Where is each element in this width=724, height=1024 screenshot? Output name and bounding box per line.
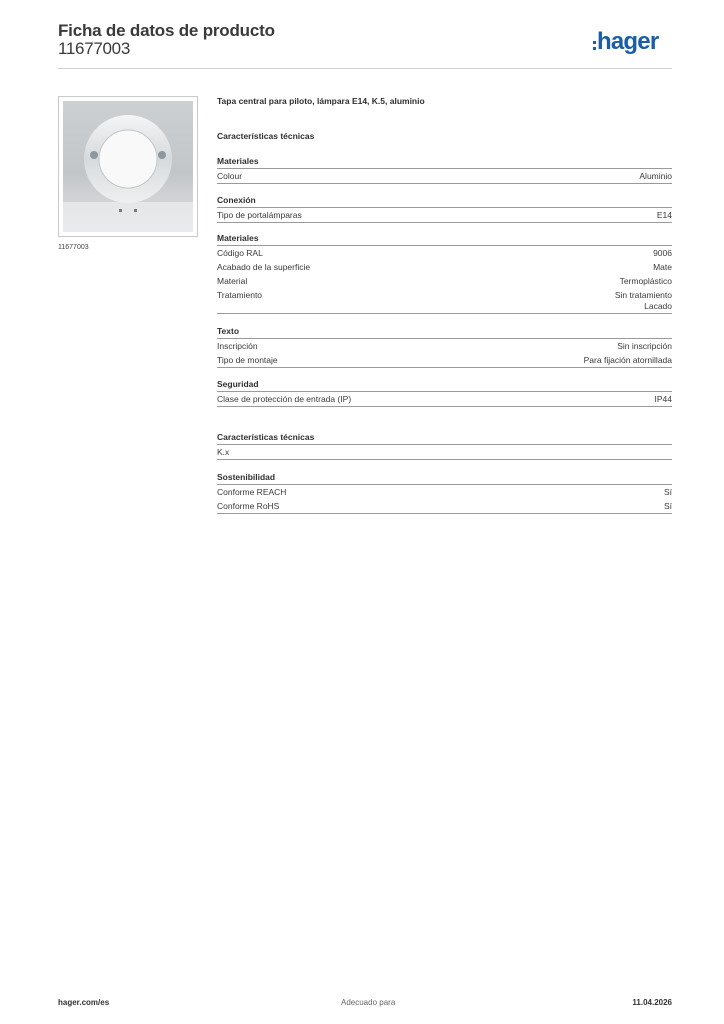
section-seguridad xyxy=(217,379,672,407)
product-description: Tapa central para piloto, lámpara E14, K.5, aluminio xyxy=(217,96,425,106)
section-title: Características técnicas xyxy=(217,432,672,445)
product-image xyxy=(58,96,198,237)
spec-value: E14 xyxy=(656,210,672,220)
section-title: Materiales xyxy=(217,233,672,246)
section-materiales xyxy=(217,156,672,184)
spec-row xyxy=(217,246,672,260)
section-title: Sostenibilidad xyxy=(217,472,672,485)
spec-label: Material xyxy=(217,276,248,286)
spec-value: 9006 xyxy=(653,248,672,258)
header-divider xyxy=(58,68,672,69)
spec-value: Aluminio xyxy=(639,171,672,181)
spec-label: Conforme REACH xyxy=(217,487,287,497)
footer-website-link[interactable]: hager.com/es xyxy=(58,998,110,1007)
spec-row xyxy=(217,260,672,274)
spec-value: Sin inscripción xyxy=(617,341,672,351)
section-title: Conexión xyxy=(217,195,672,208)
spec-value: Para fijación atornillada xyxy=(583,355,672,365)
spec-row xyxy=(217,499,672,514)
spec-label: Inscripción xyxy=(217,341,258,351)
spec-row xyxy=(217,288,672,314)
image-caption: 11677003 xyxy=(58,244,89,251)
spec-label: Conforme RoHS xyxy=(217,501,280,511)
product-code: 11677003 xyxy=(58,39,130,58)
spec-row xyxy=(217,485,672,499)
spec-row xyxy=(217,353,672,368)
hager-logo xyxy=(593,27,658,57)
page-title: Ficha de datos de producto xyxy=(58,21,275,40)
spec-label: Tratamiento xyxy=(217,290,263,300)
spec-row xyxy=(217,274,672,288)
section-materiales-2 xyxy=(217,233,672,314)
product-photo xyxy=(63,101,193,232)
technical-heading: Características técnicas xyxy=(217,131,315,141)
section-caracteristicas xyxy=(217,432,672,460)
spec-row xyxy=(217,169,672,184)
spec-row xyxy=(217,339,672,353)
section-title: Materiales xyxy=(217,156,672,169)
spec-label: Tipo de portalámparas xyxy=(217,210,302,220)
spec-label: Código RAL xyxy=(217,248,263,258)
spec-label: Clase de protección de entrada (IP) xyxy=(217,394,352,404)
spec-value-multi xyxy=(615,290,672,312)
spec-row xyxy=(217,208,672,223)
section-sostenibilidad xyxy=(217,472,672,514)
footer-date: 11.04.2026 xyxy=(632,998,672,1007)
section-title: Seguridad xyxy=(217,379,672,392)
spec-value: Mate xyxy=(653,262,672,272)
spec-value-line-1: Sin tratamiento xyxy=(614,290,672,300)
logo-dots-icon xyxy=(593,41,596,50)
footer-center-text: Adecuado para xyxy=(341,998,396,1007)
spec-label: Acabado de la superficie xyxy=(217,262,311,272)
spec-label: K.x xyxy=(217,447,230,457)
spec-value: Termoplástico xyxy=(619,276,672,286)
section-conexion xyxy=(217,195,672,223)
spec-label: Colour xyxy=(217,171,243,181)
spec-value-line-2: Lacado xyxy=(644,301,672,311)
spec-value: Sí xyxy=(663,501,672,511)
spec-value: Sí xyxy=(663,487,672,497)
spec-row xyxy=(217,445,672,460)
spec-value: IP44 xyxy=(654,394,672,404)
logo-text: hager xyxy=(597,28,659,55)
spec-row xyxy=(217,392,672,407)
spec-label: Tipo de montaje xyxy=(217,355,278,365)
section-texto xyxy=(217,326,672,368)
section-title: Texto xyxy=(217,326,672,339)
